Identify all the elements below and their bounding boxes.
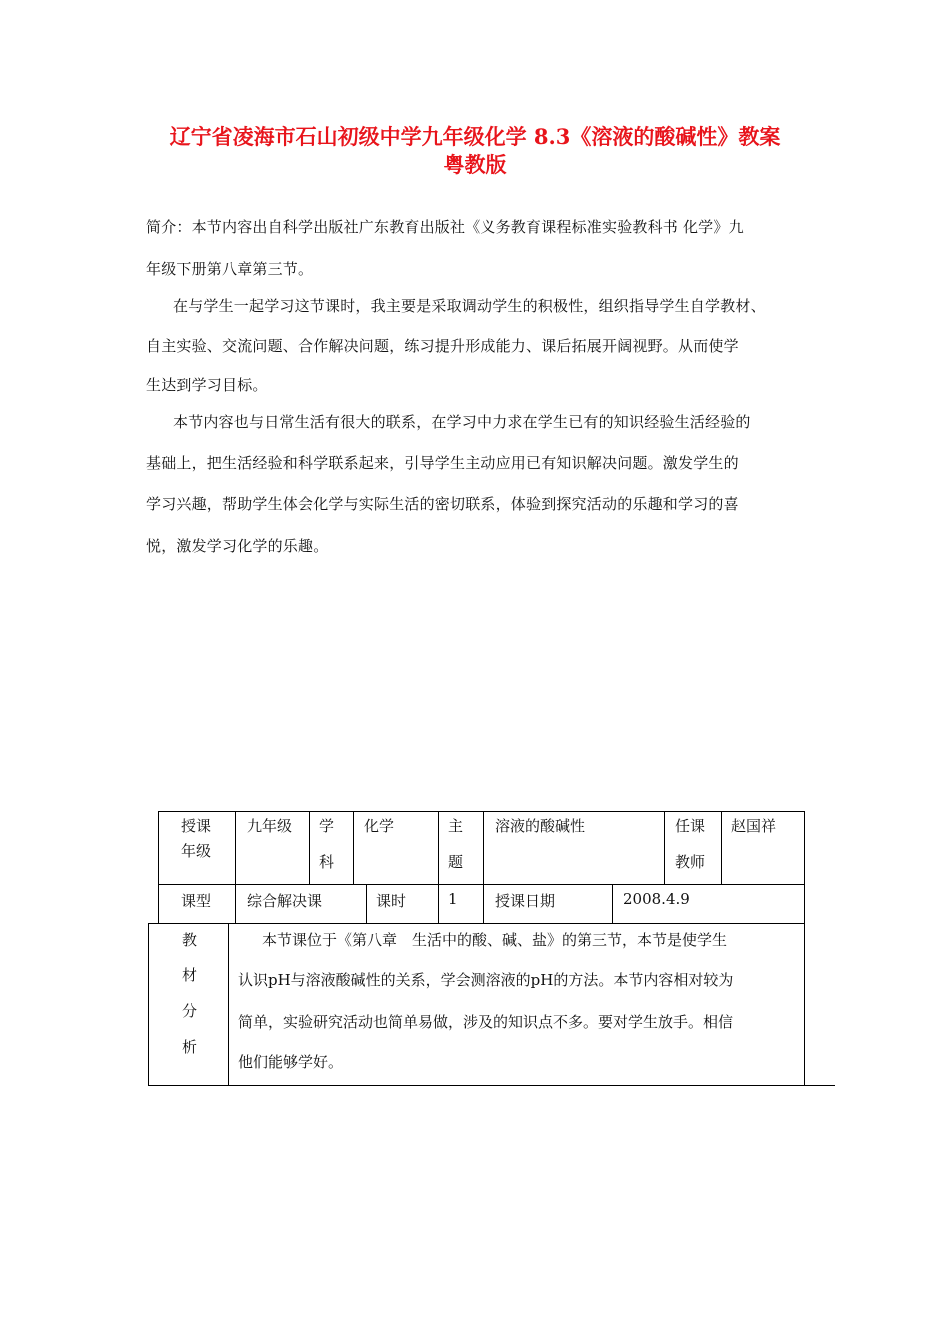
subject-label-line-2: 科 bbox=[319, 853, 335, 871]
grade-value: 九年级 bbox=[247, 817, 293, 835]
intro-p2-line-2: 自主实验、交流问题、合作解决问题，练习提升形成能力、课后拓展开阔视野。从而使学 bbox=[146, 337, 739, 355]
table-border bbox=[438, 884, 439, 923]
intro-p2-line-3: 生达到学习目标。 bbox=[146, 376, 268, 394]
table-border bbox=[235, 811, 236, 884]
teacher-label-line-2: 教师 bbox=[675, 853, 706, 871]
table-border bbox=[804, 811, 805, 924]
title-line-2: 粤教版 bbox=[443, 152, 507, 177]
intro-p1-line-2: 年级下册第八章第三节。 bbox=[146, 260, 314, 278]
table-border bbox=[309, 811, 310, 884]
lesson-type-label: 课型 bbox=[181, 892, 212, 910]
analysis-label-char-1: 教 bbox=[182, 931, 198, 949]
analysis-line-2: 认识pH与溶液酸碱性的关系，学会测溶液的pH的方法。本节内容相对较为 bbox=[238, 971, 734, 989]
table-border bbox=[664, 811, 665, 884]
analysis-label-char-4: 析 bbox=[182, 1038, 198, 1056]
title-line-1: 辽宁省凌海市石山初级中学九年级化学 8.3《溶液的酸碱性》教案 bbox=[169, 124, 781, 149]
table-border bbox=[235, 884, 236, 923]
class-hours-value: 1 bbox=[448, 890, 458, 908]
intro-p3-line-3: 学习兴趣，帮助学生体会化学与实际生活的密切联系，体验到探究活动的乐趣和学习的喜 bbox=[146, 495, 739, 513]
subject-value: 化学 bbox=[364, 817, 395, 835]
table-border bbox=[228, 923, 229, 1086]
table-border bbox=[148, 923, 805, 924]
topic-label-line-1: 主 bbox=[448, 817, 464, 835]
class-hours-label: 课时 bbox=[376, 892, 407, 910]
table-border bbox=[158, 811, 159, 924]
table-border bbox=[148, 1085, 835, 1086]
lesson-date-value: 2008.4.9 bbox=[623, 890, 690, 908]
table-border bbox=[804, 923, 805, 1086]
table-border bbox=[483, 811, 484, 884]
table-border bbox=[158, 811, 805, 812]
lesson-date-label: 授课日期 bbox=[495, 892, 556, 910]
teacher-value: 赵国祥 bbox=[731, 817, 777, 835]
intro-p1-line-1: 简介：本节内容出自科学出版社广东教育出版社《义务教育课程标准实验教科书 化学》九 bbox=[146, 218, 744, 236]
analysis-label-char-3: 分 bbox=[182, 1002, 198, 1020]
analysis-line-1: 本节课位于《第八章 生活中的酸、碱、盐》的第三节，本节是使学生 bbox=[262, 931, 728, 949]
grade-label-line-2: 年级 bbox=[181, 842, 212, 860]
table-border bbox=[438, 811, 439, 884]
analysis-line-3: 简单，实验研究活动也简单易做，涉及的知识点不多。要对学生放手。相信 bbox=[238, 1013, 734, 1031]
intro-p3-line-4: 悦，激发学习化学的乐趣。 bbox=[146, 537, 329, 555]
teacher-label-line-1: 任课 bbox=[675, 817, 706, 835]
lesson-type-value: 综合解决课 bbox=[247, 892, 323, 910]
table-border bbox=[148, 923, 149, 1086]
table-border bbox=[483, 884, 484, 923]
table-border bbox=[721, 811, 722, 884]
topic-value: 溶液的酸碱性 bbox=[495, 817, 586, 835]
topic-label-line-2: 题 bbox=[448, 853, 464, 871]
intro-p3-line-1: 本节内容也与日常生活有很大的联系，在学习中力求在学生已有的知识经验生活经验的 bbox=[173, 413, 751, 431]
intro-p3-line-2: 基础上，把生活经验和科学联系起来，引导学生主动应用已有知识解决问题。激发学生的 bbox=[146, 454, 739, 472]
intro-p2-line-1: 在与学生一起学习这节课时，我主要是采取调动学生的积极性，组织指导学生自学教材、 bbox=[173, 297, 766, 315]
table-border bbox=[353, 811, 354, 884]
analysis-line-4: 他们能够学好。 bbox=[238, 1053, 344, 1071]
table-border bbox=[158, 884, 805, 885]
subject-label-line-1: 学 bbox=[319, 817, 335, 835]
grade-label-line-1: 授课 bbox=[181, 817, 212, 835]
analysis-label-char-2: 材 bbox=[182, 966, 198, 984]
table-border bbox=[366, 884, 367, 923]
table-border bbox=[612, 884, 613, 923]
